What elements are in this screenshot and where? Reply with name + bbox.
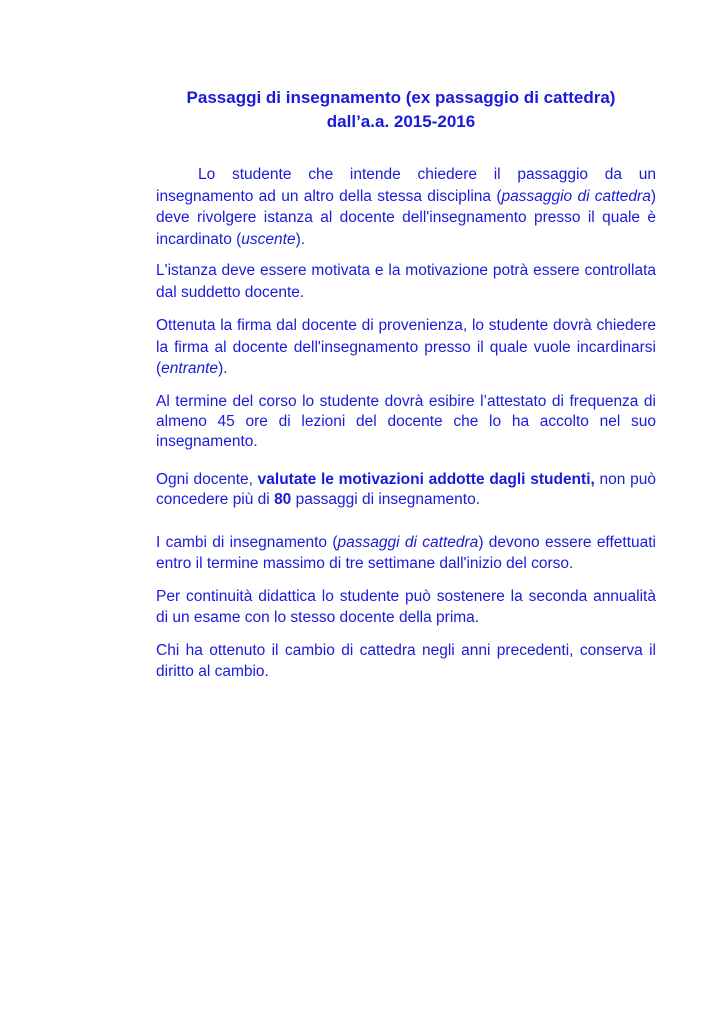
- paragraph-previous-years: Chi ha ottenuto il cambio di cattedra negli anni precedenti, conserva il diritto al cambio.: [156, 641, 656, 680]
- italic-term: uscente: [241, 230, 296, 248]
- paragraph-motivation: L'istanza deve essere motivata e la motivazione potrà essere controllata dal suddetto docente.: [156, 262, 656, 301]
- text-run: ).: [295, 230, 306, 248]
- italic-term: passaggio di cattedra: [501, 187, 651, 205]
- text-run: Lo studente che intende chiedere il passaggio da un insegnamento ad un altro della stessa disciplina (: [156, 166, 656, 205]
- text-run: ).: [218, 360, 228, 377]
- paragraph-request-procedure: [156, 164, 656, 250]
- paragraph-attendance: Al termine del corso lo studente dovrà esibire l’attestato di frequenza di almeno 45 ore di lezioni del docente che lo ha accolto nel suo insegnamento.: [156, 392, 656, 450]
- title-line-1: Passaggi di insegnamento (ex passaggio di cattedra): [186, 88, 616, 107]
- paragraph-signatures: [156, 315, 656, 380]
- document-title: [146, 86, 656, 134]
- paragraph-deadline: [156, 532, 656, 575]
- text-run: Ottenuta la firma dal docente di provenienza, lo studente dovrà chiedere la firma al docente dell'insegnamento presso il quale vuole incardinarsi (: [156, 317, 656, 377]
- bold-number: 80: [274, 490, 292, 508]
- text-run: passaggi di insegnamento.: [291, 490, 481, 508]
- paragraph-limit: [156, 470, 656, 510]
- text-run: non può concedere più di: [156, 470, 656, 508]
- document-page: [156, 86, 656, 683]
- text-run: Ogni docente,: [156, 470, 258, 488]
- text-run: ) devono essere effettuati entro il termine massimo di tre settimane dall'inizio del corso.: [156, 533, 656, 572]
- bold-phrase: valutate le motivazioni addotte dagli studenti,: [257, 470, 595, 488]
- italic-term: passaggi di cattedra: [337, 533, 479, 551]
- italic-term: entrante: [161, 360, 219, 377]
- title-line-2: dall’a.a. 2015-2016: [326, 112, 476, 131]
- paragraph-continuity: Per continuità didattica lo studente può sostenere la seconda annualità di un esame con lo stesso docente della prima.: [156, 587, 656, 626]
- text-run: ) deve rivolgere istanza al docente dell'insegnamento presso il quale è incardinato (: [156, 187, 656, 248]
- text-run: I cambi di insegnamento (: [156, 533, 338, 551]
